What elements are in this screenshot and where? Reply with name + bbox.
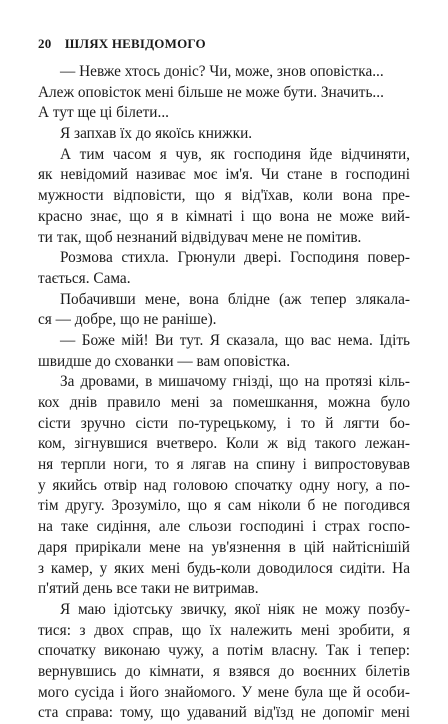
text-line: Побачивши мене, вона блідне (аж тепер злякала-: [60, 290, 410, 308]
text-line: ня терпли ноги, то я лягав на спину і випростовував: [38, 456, 410, 474]
text-line: Я маю ідіотську звичку, якої ніяк не можу позбу-: [60, 600, 410, 618]
text-line: красно знає, що я в кімнаті і що вона не може вий-: [38, 207, 410, 225]
text-line: За дровами, в мишачому гнізді, що на протязі кіль-: [60, 373, 410, 391]
text-line: з камер, у яких мені будь-коли доводилося сидіти. На: [38, 559, 410, 577]
text-line: у якийсь отвір над головою спочатку одну ногу, а по-: [38, 476, 410, 494]
text-line: ком, зігнувшися вчетверо. Коли ж від такого лежан-: [38, 435, 410, 453]
text-line: ста справа: тому, що удаваний від'їзд не допоміг мені: [38, 704, 410, 722]
text-line: п'ятий день все таки не витримав.: [38, 580, 259, 598]
text-line: тім другу. Зрозуміло, що я сам ніколи б не погодився: [38, 497, 410, 515]
text-line: як невідомий називає моє ім'я. Чи стане в господині: [38, 166, 410, 184]
text-line: вернувшись до кімнати, я взявся до воєнних білетів: [38, 662, 410, 680]
text-line: тається. Сама.: [38, 269, 131, 287]
text-line: ся — добре, що не раніше).: [38, 311, 217, 329]
text-line: кох днів правило мені за помешкання, можна було: [38, 394, 410, 411]
text-line: Алеж оповісток мені більше не може бути. Значить...: [38, 83, 384, 101]
text-line: ти так, щоб незнаний відвідувач мене не помітив.: [38, 228, 362, 246]
text-line: швидше до схованки — вам оповістка.: [38, 352, 291, 370]
text-line: Я запхав їх до якоїсь книжки.: [60, 125, 253, 143]
running-head: [38, 36, 206, 52]
text-line: сісти зручно сісти по-турецькому, і то й лягти бо-: [38, 414, 410, 432]
text-line: мужности відповісти, що я від'їхав, коли вона пре-: [38, 187, 410, 205]
body-text: [38, 62, 410, 724]
text-line: мого сусіда і його знайомого. У мене була ще й особи-: [38, 683, 410, 701]
text-line: спочатку виконаю чужу, а потім власну. Так і тепер:: [38, 642, 410, 660]
text-line: А тут ще ці білети...: [38, 104, 169, 122]
text-line: — Боже мій! Ви тут. Я сказала, що вас нема. Ідіть: [60, 331, 410, 349]
running-title: ШЛЯХ НЕВІДОМОГО: [64, 36, 206, 51]
text-line: даря прирікали мене на ув'язнення в цій найтіснішій: [38, 538, 410, 556]
text-line: — Невже хтось доніс? Чи, може, знов оповістка...: [60, 63, 384, 80]
text-line: на таке сидіння, але сльози господині і страх госпо-: [38, 518, 410, 536]
text-line: Розмова стихла. Грюнули двері. Господиня повер-: [60, 249, 410, 267]
page-number: 20: [38, 36, 52, 51]
text-line: тися: з двох справ, що їх належить мені зробити, я: [38, 621, 410, 639]
text-line: А тим часом я чув, як господиня йде відчиняти,: [60, 145, 410, 163]
